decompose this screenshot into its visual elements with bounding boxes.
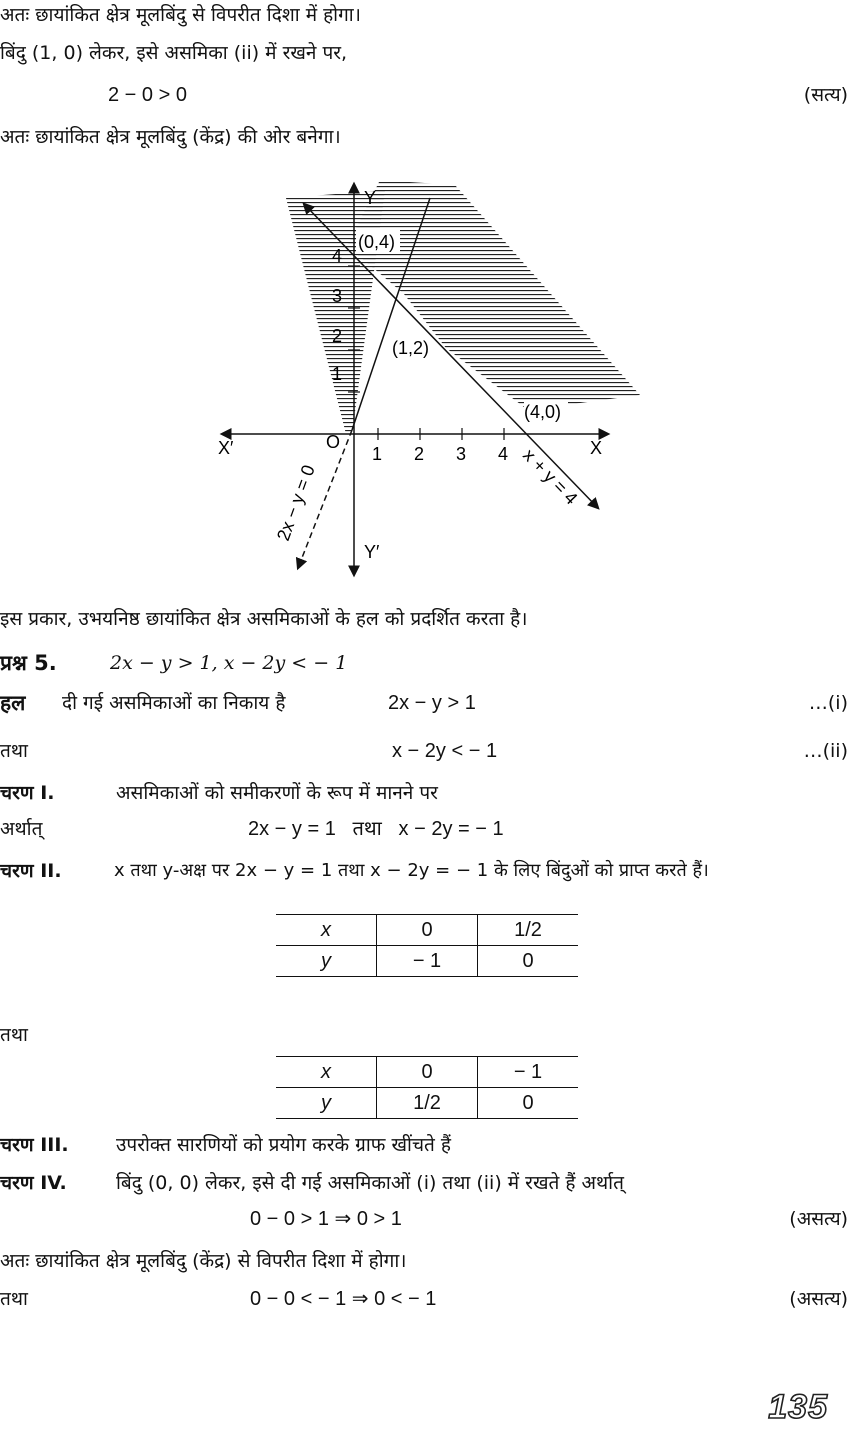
origin-label: O — [326, 432, 341, 452]
and-text-2: तथा — [0, 1024, 28, 1046]
table-row — [276, 915, 578, 946]
top-equation-note: (सत्य) — [803, 84, 848, 106]
inequality-graph — [0, 170, 850, 610]
step-4-text: बिंदु (0, 0) लेकर, इसे दी गई असमिकाओं (i) तथा (ii) में रखते हैं अर्थात् — [116, 1172, 624, 1194]
step-2-text: x तथा y-अक्ष पर 2x − y = 1 तथा x − 2y = − 1 के लिए बिंदुओं को प्राप्त करते हैं। — [114, 860, 709, 881]
y-tick-2: 2 — [332, 326, 343, 346]
axis-x-neg-label: X′ — [218, 438, 234, 458]
and-text-3: तथा — [0, 1288, 28, 1310]
top-equation: 2 − 0 > 0 — [108, 84, 187, 106]
solution-label: हल — [0, 691, 26, 715]
step-4-conclusion: अतः छायांकित क्षेत्र मूलबिंदु (केंद्र) से विपरीत दिशा में होगा। — [0, 1250, 407, 1272]
table-cell: 1/2 — [478, 915, 579, 946]
inequality-1-tag: …(i) — [808, 692, 848, 714]
step-4-equation-1-note: (असत्य) — [789, 1208, 848, 1230]
step-1-equations: 2x − y = 1 तथा x − 2y = − 1 — [248, 818, 504, 840]
top-line-1: अतः छायांकित क्षेत्र मूलबिंदु से विपरीत दिशा में होगा। — [0, 4, 361, 26]
step-1-text: असमिकाओं को समीकरणों के रूप में मानने पर — [116, 782, 438, 804]
line-2x-y-label: 2x − y = 0 — [272, 462, 319, 544]
step-4-equation-2: 0 − 0 < − 1 ⇒ 0 < − 1 — [250, 1288, 437, 1310]
step-1-label: चरण I. — [0, 782, 55, 804]
step-4-equation-2-note: (असत्य) — [789, 1288, 848, 1310]
step-3-text: उपरोक्त सारणियों को प्रयोग करके ग्राफ खींचते हैं — [116, 1134, 451, 1156]
step-3-label: चरण III. — [0, 1134, 69, 1156]
question-text: 2x − y > 1, x − 2y < − 1 — [110, 652, 348, 674]
table-cell: 0 — [478, 1088, 579, 1119]
axis-y-label: Y — [364, 188, 377, 208]
table-cell: − 1 — [377, 946, 478, 977]
point-0-4: (0,4) — [358, 232, 396, 252]
axis-x-label: X — [590, 438, 603, 458]
step-4-label: चरण IV. — [0, 1172, 67, 1194]
table-cell: 0 — [377, 1057, 478, 1088]
point-4-0: (4,0) — [524, 402, 562, 422]
table-row — [276, 1088, 578, 1119]
shaded-region-x-y — [345, 180, 640, 410]
question-label: प्रश्न 5. — [0, 651, 57, 675]
solution-text: दी गई असमिकाओं का निकाय है — [62, 692, 286, 714]
table-row — [276, 1057, 578, 1088]
step-4-equation-1: 0 − 0 > 1 ⇒ 0 > 1 — [250, 1208, 402, 1230]
table-cell: y — [276, 1088, 377, 1119]
table-cell: 0 — [478, 946, 579, 977]
table-cell: y — [276, 946, 377, 977]
table-cell: 1/2 — [377, 1088, 478, 1119]
inequality-2-tag: …(ii) — [803, 740, 848, 762]
x-tick-3: 3 — [456, 444, 467, 464]
y-tick-1: 1 — [332, 364, 343, 384]
inequality-1: 2x − y > 1 — [388, 692, 476, 714]
top-line-2: बिंदु (1, 0) लेकर, इसे असमिका (ii) में रखने पर, — [0, 42, 348, 64]
point-1-2: (1,2) — [392, 338, 430, 358]
y-tick-3: 3 — [332, 286, 343, 306]
values-table-2 — [276, 1056, 578, 1119]
table-row — [276, 946, 578, 977]
x-tick-2: 2 — [414, 444, 425, 464]
table-cell: 0 — [377, 915, 478, 946]
top-line-3: अतः छायांकित क्षेत्र मूलबिंदु (केंद्र) की ओर बनेगा। — [0, 126, 341, 148]
after-graph-text: इस प्रकार, उभयनिष्ठ छायांकित क्षेत्र असमिकाओं के हल को प्रदर्शित करता है। — [0, 608, 528, 630]
y-tick-4: 4 — [332, 246, 343, 266]
axis-y-neg-label: Y′ — [364, 542, 380, 562]
x-tick-4: 4 — [498, 444, 509, 464]
line-x-y-label: x + y = 4 — [519, 444, 582, 509]
and-text-1: तथा — [0, 740, 28, 762]
values-table-1 — [276, 914, 578, 977]
x-tick-1: 1 — [372, 444, 383, 464]
table-cell: x — [276, 915, 377, 946]
inequality-2: x − 2y < − 1 — [392, 740, 498, 762]
table-cell: x — [276, 1057, 377, 1088]
step-1-arthat: अर्थात् — [0, 818, 43, 840]
page-number: 135 — [768, 1388, 828, 1426]
step-2-label: चरण II. — [0, 860, 62, 882]
table-cell: − 1 — [478, 1057, 579, 1088]
